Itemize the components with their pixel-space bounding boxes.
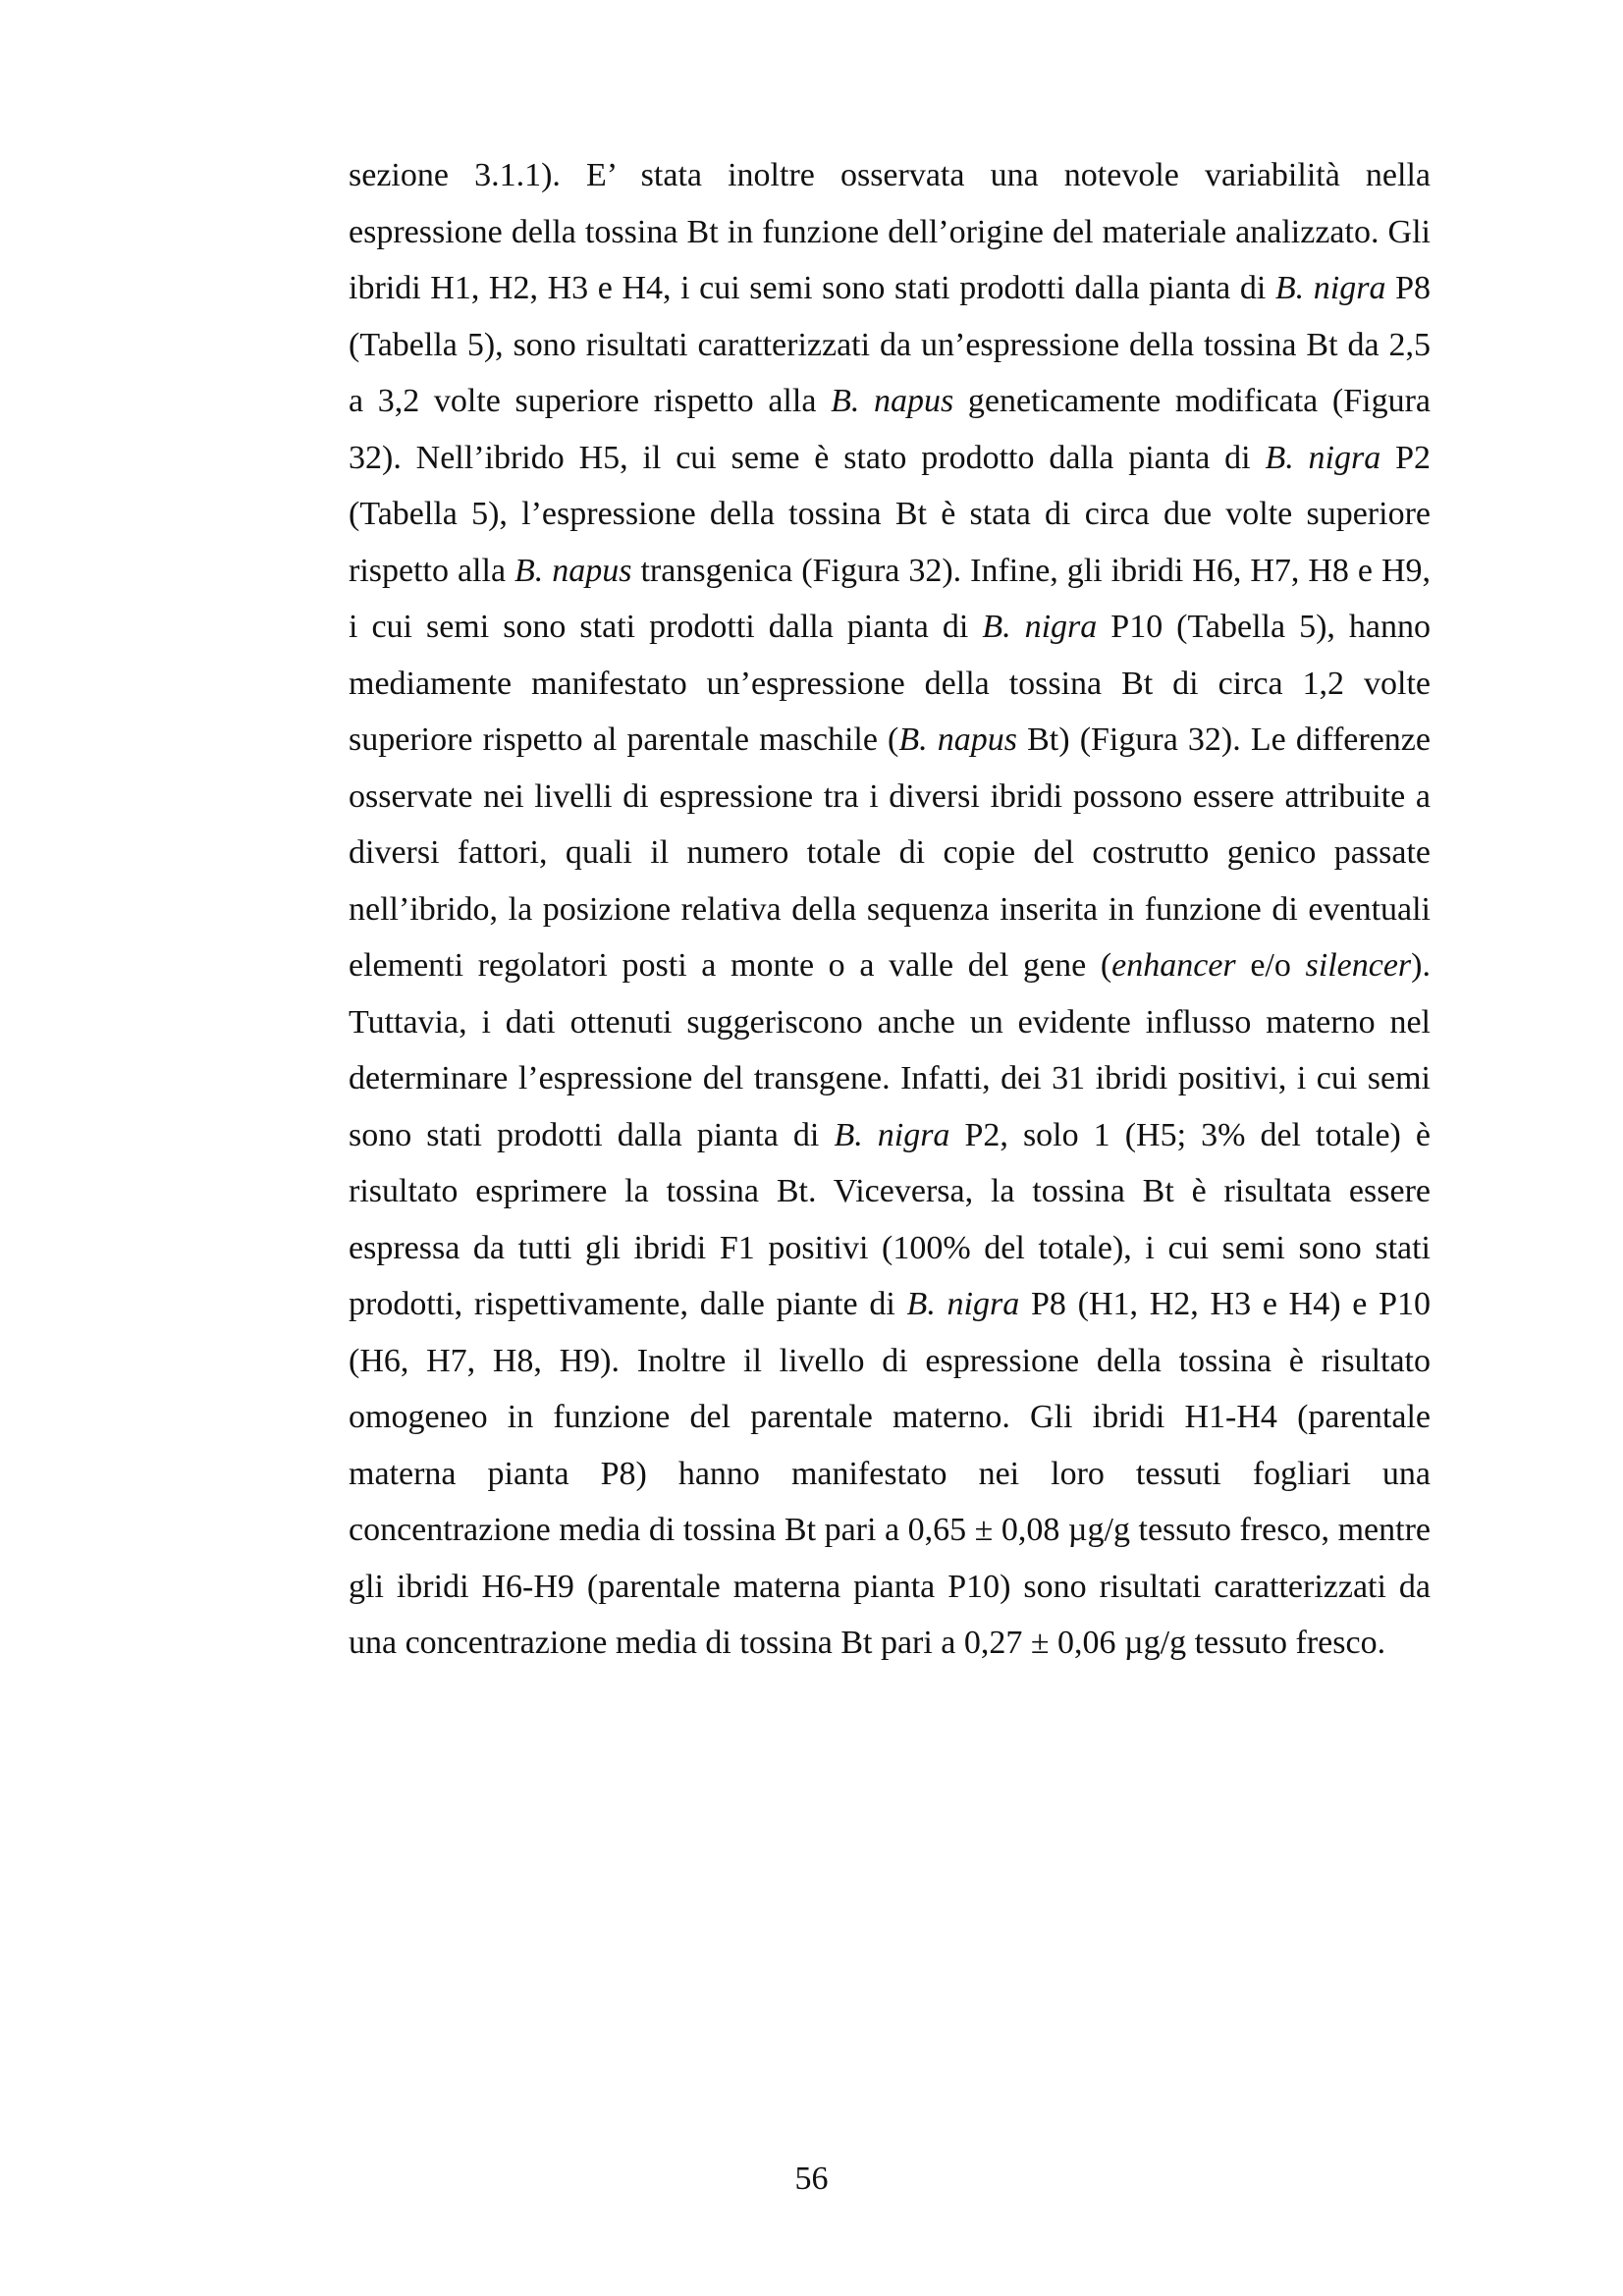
text-run: P2, solo 1 (H5; 3% del totale) è risultato esprimere la tossina Bt. Viceversa, la tossina Bt è risultata essere espressa da tutti gli ibridi F1 positivi (100% del totale), i cui semi sono stati prodotti, rispettivamente, dalle piante di: [349, 1116, 1432, 1322]
text-run: P8 (H1, H2, H3 e H4) e P10 (H6, H7, H8, H9). Inoltre il livello di espressione della tossina è risultato omogeneo in funzione del parentale materno. Gli ibridi H1-H4 (parentale materna pianta P8) hanno manifestato nei loro tessuti fogliari una concentrazione media di tossina Bt pari a 0,65 ± 0,08 µg/g tessuto fresco, mentre gli ibridi H6-H9 (parentale materna pianta P10) sono risultati caratterizzati da una concentrazione media di tossina Bt pari a 0,27 ± 0,06 µg/g tessuto fresco.: [349, 1286, 1431, 1661]
text-run: geneticamente modificata (Figura 32). Nell’ibrido H5, il cui seme è stato prodotto dalla pianta di: [349, 383, 1431, 476]
species-name: B. napus: [831, 383, 954, 419]
text-run: P2 (Tabella 5), l’espressione della tossina Bt è stata di circa due volte superiore rispetto alla: [349, 439, 1431, 589]
species-name: B. napus: [514, 552, 632, 589]
text-run: ). Tuttavia, i dati ottenuti suggeriscono anche un evidente influsso materno nel determinare l’espressione del transgene. Infatti, dei 31 ibridi positivi, i cui semi sono stati prodotti dalla pianta di: [349, 947, 1431, 1153]
species-name: B. nigra: [982, 609, 1098, 645]
species-name: B. nigra: [834, 1116, 950, 1153]
text-run: Bt) (Figura 32). Le differenze osservate nei livelli di espressione tra i diversi ibridi possono essere attribuite a diversi fattori, quali il numero totale di copie del costrutto genico passate nell’ibrido, la posizione relativa della sequenza inserita in funzione di eventuali elementi regolatori posti a monte o a valle del gene (: [349, 721, 1431, 984]
species-name: B. nigra: [1265, 439, 1381, 476]
body-paragraph: [349, 147, 1431, 1672]
species-name: B. nigra: [906, 1286, 1020, 1322]
species-name: B. nigra: [1274, 270, 1386, 306]
species-name: B. napus: [898, 721, 1017, 758]
text-run: transgenica (Figura 32). Infine, gli ibridi H6, H7, H8 e H9, i cui semi sono stati prodotti dalla pianta di: [349, 552, 1432, 645]
text-run: P8 (Tabella 5), sono risultati caratterizzati da un’espressione della tossina Bt da 2,5 a 3,2 volte superiore rispetto alla: [349, 270, 1431, 419]
term-enhancer: enhancer: [1111, 947, 1236, 984]
term-silencer: silencer: [1305, 947, 1412, 984]
text-run: P10 (Tabella 5), hanno mediamente manifestato un’espressione della tossina Bt di circa 1,2 volte superiore rispetto al parentale maschile (: [349, 609, 1431, 758]
text-run: e/o: [1235, 947, 1306, 984]
page-number: 56: [794, 2161, 829, 2197]
text-run: sezione 3.1.1). E’ stata inoltre osservata una notevole variabilità nella espressione della tossina Bt in funzione dell’origine del materiale analizzato. Gli ibridi H1, H2, H3 e H4, i cui semi sono stati prodotti dalla pianta di: [349, 157, 1431, 306]
